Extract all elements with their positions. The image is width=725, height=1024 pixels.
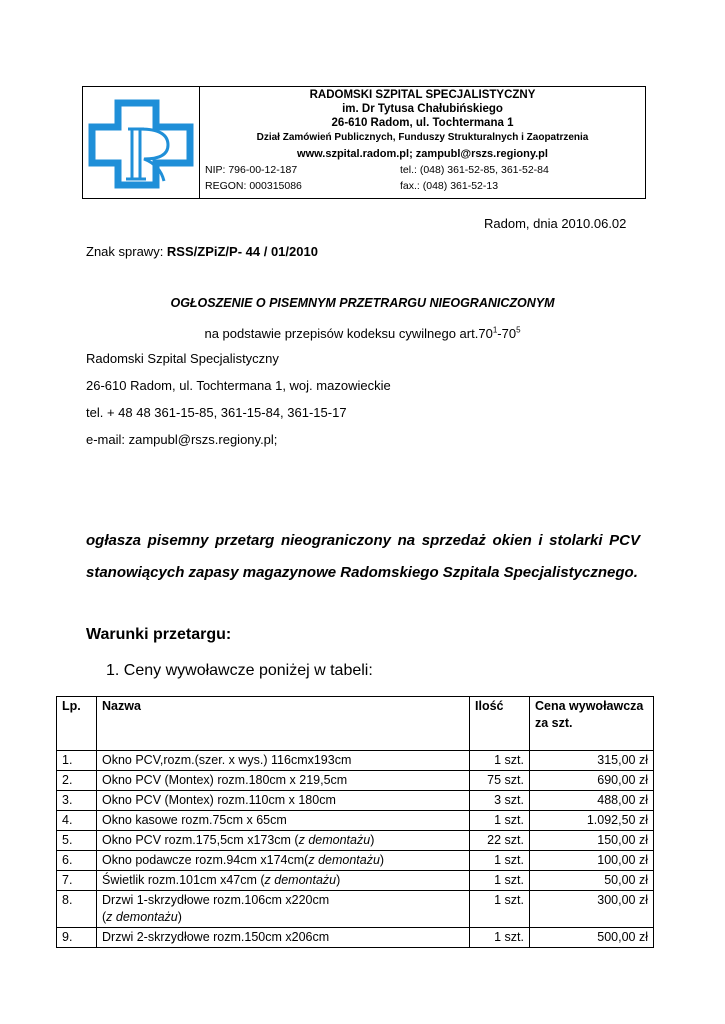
institution-name: RADOMSKI SZPITAL SPECJALISTYCZNY: [309, 89, 536, 101]
row-lp: 6.: [57, 851, 97, 871]
row-name-italic: z demontażu: [298, 833, 371, 847]
row-name: [97, 751, 470, 771]
table-row: [57, 928, 654, 948]
row-name: [97, 771, 470, 791]
web-email: www.szpital.radom.pl; zampubl@rszs.regiony.pl: [297, 148, 548, 160]
row-name: [97, 811, 470, 831]
document-title: OGŁOSZENIE O PISEMNYM PRZETRARGU NIEOGRANICZONYM: [170, 296, 555, 310]
header-qty: Ilość: [470, 697, 530, 751]
letterhead: [82, 86, 646, 199]
row-name-text: Okno PCV rozm.175,5cm x173cm (: [102, 833, 299, 847]
row-lp: 4.: [57, 811, 97, 831]
department-name: Dział Zamówień Publicznych, Funduszy Strukturalnych i Zaopatrzenia: [256, 132, 589, 143]
row-qty: 1 szt.: [470, 851, 530, 871]
conditions-heading: Warunki przetargu:: [86, 626, 232, 643]
case-reference-label: Znak sprawy:: [86, 244, 167, 259]
row-price: 50,00 zł: [530, 871, 654, 891]
row-qty: 22 szt.: [470, 831, 530, 851]
row-name-italic: z demontażu: [308, 853, 380, 867]
row-name: [97, 891, 470, 928]
row-name-tail: ): [336, 873, 341, 887]
legal-basis: [0, 326, 725, 341]
row-name-text: Drzwi 1-skrzydłowe rozm.106cm x220cm: [102, 893, 330, 907]
institution-address: 26-610 Radom, ul. Tochtermana 1: [331, 117, 514, 129]
document-date: Radom, dnia 2010.06.02: [484, 216, 627, 231]
row-name-tail: ): [370, 833, 375, 847]
row-lp: 8.: [57, 891, 97, 928]
nip: NIP: 796-00-12-187: [205, 164, 298, 176]
table-header-row: [57, 697, 654, 751]
legal-basis-text: na podstawie przepisów kodeksu cywilnego art.70: [204, 326, 493, 341]
row-lp: 7.: [57, 871, 97, 891]
table-row: [57, 771, 654, 791]
hospital-logo-icon: [88, 99, 194, 189]
row-name-text: Okno PCV (Montex) rozm.110cm x 180cm: [102, 793, 336, 807]
row-name-text: Drzwi 2-skrzydłowe rozm.150cm x206cm: [102, 930, 330, 944]
row-qty: 1 szt.: [470, 928, 530, 948]
table-row: [57, 851, 654, 871]
table-row: [57, 831, 654, 851]
row-lp: 1.: [57, 751, 97, 771]
header-price: Cena wywoławcza za szt.: [530, 697, 654, 751]
row-name: [97, 871, 470, 891]
header-name: Nazwa: [97, 697, 470, 751]
row-qty: 1 szt.: [470, 751, 530, 771]
row-qty: 3 szt.: [470, 791, 530, 811]
header-lp: Lp.: [57, 697, 97, 751]
institution-patron: im. Dr Tytusa Chałubińskiego: [342, 103, 503, 115]
row-price: 500,00 zł: [530, 928, 654, 948]
condition-1: 1. Ceny wywoławcze poniżej w tabeli:: [106, 662, 373, 679]
row-name-italic: z demontażu: [264, 873, 337, 887]
announcement-line-2: stanowiących zapasy magazynowe Radomskiego Szpitala Specjalistycznego.: [86, 564, 638, 581]
logo-cell: [83, 87, 200, 198]
address-street: 26-610 Radom, ul. Tochtermana 1, woj. mazowieckie: [86, 378, 391, 393]
telephone: tel.: (048) 361-52-85, 361-52-84: [400, 164, 549, 176]
row-price: 315,00 zł: [530, 751, 654, 771]
announcement-line-1: ogłasza pisemny przetarg nieograniczony na sprzedaż okien i stolarki PCV: [86, 532, 640, 549]
row-name-text: Okno PCV (Montex) rozm.180cm x 219,5cm: [102, 773, 348, 787]
row-lp: 2.: [57, 771, 97, 791]
row-name: [97, 791, 470, 811]
row-name-tail: ): [379, 853, 385, 867]
row-name-text: Okno PCV,rozm.(szer. x wys.) 116cmx193cm: [102, 753, 352, 767]
table-row: [57, 811, 654, 831]
row-qty: 1 szt.: [470, 891, 530, 928]
row-lp: 5.: [57, 831, 97, 851]
address-email: e-mail: zampubl@rszs.regiony.pl;: [86, 432, 278, 447]
address-telephone: tel. + 48 48 361-15-85, 361-15-84, 361-15-17: [86, 405, 347, 420]
legal-basis-mid: -70: [497, 326, 517, 341]
fax: fax.: (048) 361-52-13: [400, 180, 499, 192]
row-price: 150,00 zł: [530, 831, 654, 851]
row-price: 690,00 zł: [530, 771, 654, 791]
price-table: [56, 696, 654, 948]
table-row: [57, 871, 654, 891]
table-row: [57, 751, 654, 771]
row-name: [97, 928, 470, 948]
table-row: [57, 891, 654, 928]
row-name-text: Świetlik rozm.101cm x47cm (: [102, 873, 265, 887]
letterhead-info: [200, 87, 645, 198]
row-qty: 1 szt.: [470, 871, 530, 891]
case-reference: [86, 244, 318, 259]
row-qty: 1 szt.: [470, 811, 530, 831]
row-lp: 3.: [57, 791, 97, 811]
regon: REGON: 000315086: [205, 180, 302, 192]
table-row: [57, 791, 654, 811]
row-name: [97, 851, 470, 871]
row-name-open: (: [102, 910, 107, 924]
row-name: [97, 831, 470, 851]
row-lp: 9.: [57, 928, 97, 948]
address-name: Radomski Szpital Specjalistyczny: [86, 351, 279, 366]
row-name-text: Okno kasowe rozm.75cm x 65cm: [102, 813, 287, 827]
row-price: 100,00 zł: [530, 851, 654, 871]
row-price: 300,00 zł: [530, 891, 654, 928]
row-qty: 75 szt.: [470, 771, 530, 791]
legal-basis-sup1: 1: [492, 325, 498, 335]
row-name-italic: z demontażu: [106, 910, 178, 924]
row-price: 488,00 zł: [530, 791, 654, 811]
case-reference-value: RSS/ZPiZ/P- 44 / 01/2010: [166, 244, 318, 259]
row-price: 1.092,50 zł: [530, 811, 654, 831]
legal-basis-sup2: 5: [516, 325, 521, 335]
row-name-tail: ): [177, 910, 182, 924]
row-name-text: Okno podawcze rozm.94cm x174cm(: [102, 853, 309, 867]
